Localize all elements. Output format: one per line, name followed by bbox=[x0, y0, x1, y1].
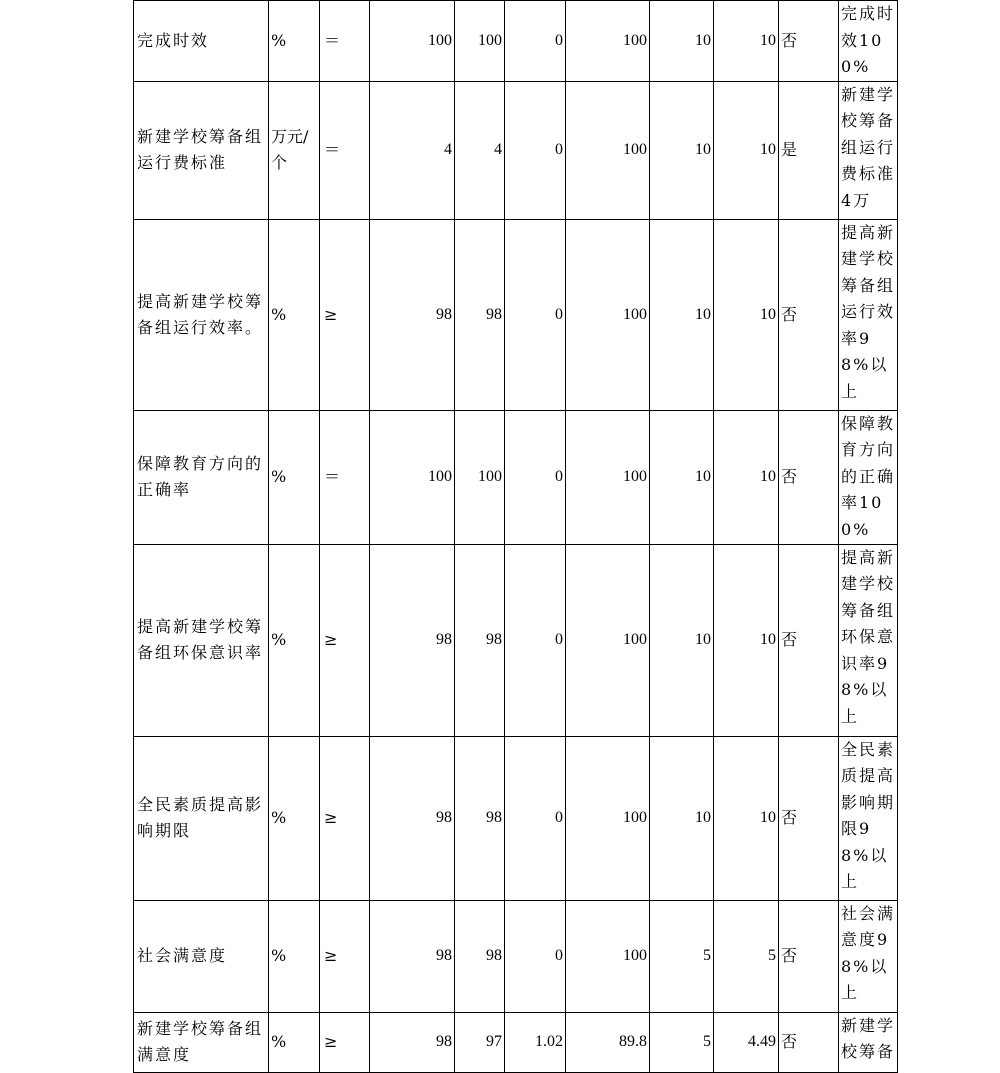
actual-value-cell: 4 bbox=[455, 81, 505, 219]
actual-value-cell: 97 bbox=[455, 1012, 505, 1072]
score-cell: 10 bbox=[714, 544, 779, 736]
deviation-cell: 0 bbox=[505, 410, 566, 544]
weight-cell: 10 bbox=[650, 81, 714, 219]
unit-cell: 万元/个 bbox=[269, 81, 320, 219]
target-value-cell: 98 bbox=[370, 1012, 455, 1072]
operator-cell: ≥ bbox=[320, 900, 370, 1012]
deviation-cell: 0 bbox=[505, 219, 566, 410]
remark-cell: 全民素质提高影响期限98%以上 bbox=[839, 736, 898, 900]
indicator-cell: 保障教育方向的正确率 bbox=[134, 410, 269, 544]
unit-cell: % bbox=[269, 219, 320, 410]
weight-cell: 10 bbox=[650, 410, 714, 544]
core-indicator-flag-cell: 否 bbox=[779, 900, 839, 1012]
unit-cell: % bbox=[269, 1, 320, 82]
score-cell: 10 bbox=[714, 1, 779, 82]
deviation-cell: 1.02 bbox=[505, 1012, 566, 1072]
weight-cell: 10 bbox=[650, 736, 714, 900]
completion-rate-cell: 100 bbox=[566, 544, 650, 736]
target-value-cell: 100 bbox=[370, 1, 455, 82]
target-value-cell: 100 bbox=[370, 410, 455, 544]
remark-cell: 保障教育方向的正确率100% bbox=[839, 410, 898, 544]
core-indicator-flag-cell: 否 bbox=[779, 544, 839, 736]
target-value-cell: 98 bbox=[370, 544, 455, 736]
unit-cell: % bbox=[269, 900, 320, 1012]
actual-value-cell: 98 bbox=[455, 900, 505, 1012]
completion-rate-cell: 89.8 bbox=[566, 1012, 650, 1072]
target-value-cell: 98 bbox=[370, 219, 455, 410]
deviation-cell: 0 bbox=[505, 1, 566, 82]
remark-cell: 完成时效100% bbox=[839, 1, 898, 82]
deviation-cell: 0 bbox=[505, 81, 566, 219]
actual-value-cell: 100 bbox=[455, 1, 505, 82]
table-row bbox=[134, 1, 898, 82]
completion-rate-cell: 100 bbox=[566, 900, 650, 1012]
actual-value-cell: 100 bbox=[455, 410, 505, 544]
actual-value-cell: 98 bbox=[455, 736, 505, 900]
indicator-cell: 社会满意度 bbox=[134, 900, 269, 1012]
remark-cell: 新建学校筹备组运行费标准4万 bbox=[839, 81, 898, 219]
target-value-cell: 98 bbox=[370, 900, 455, 1012]
target-value-cell: 4 bbox=[370, 81, 455, 219]
indicator-cell: 全民素质提高影响期限 bbox=[134, 736, 269, 900]
core-indicator-flag-cell: 是 bbox=[779, 81, 839, 219]
score-cell: 4.49 bbox=[714, 1012, 779, 1072]
performance-table bbox=[133, 0, 898, 1073]
indicator-cell: 新建学校筹备组运行费标准 bbox=[134, 81, 269, 219]
operator-cell: ≥ bbox=[320, 736, 370, 900]
unit-cell: % bbox=[269, 1012, 320, 1072]
operator-cell: ≥ bbox=[320, 544, 370, 736]
table-row bbox=[134, 900, 898, 1012]
score-cell: 10 bbox=[714, 81, 779, 219]
operator-cell: ≥ bbox=[320, 1012, 370, 1072]
core-indicator-flag-cell: 否 bbox=[779, 1, 839, 82]
score-cell: 10 bbox=[714, 410, 779, 544]
actual-value-cell: 98 bbox=[455, 219, 505, 410]
core-indicator-flag-cell: 否 bbox=[779, 736, 839, 900]
table-row bbox=[134, 410, 898, 544]
weight-cell: 5 bbox=[650, 1012, 714, 1072]
score-cell: 10 bbox=[714, 736, 779, 900]
operator-cell: ≥ bbox=[320, 219, 370, 410]
operator-cell: ＝ bbox=[320, 1, 370, 82]
target-value-cell: 98 bbox=[370, 736, 455, 900]
completion-rate-cell: 100 bbox=[566, 736, 650, 900]
remark-cell: 新建学校筹备 bbox=[839, 1012, 898, 1072]
actual-value-cell: 98 bbox=[455, 544, 505, 736]
weight-cell: 10 bbox=[650, 544, 714, 736]
deviation-cell: 0 bbox=[505, 544, 566, 736]
indicator-cell: 新建学校筹备组满意度 bbox=[134, 1012, 269, 1072]
table-row bbox=[134, 736, 898, 900]
remark-cell: 提高新建学校筹备组环保意识率98%以上 bbox=[839, 544, 898, 736]
unit-cell: % bbox=[269, 736, 320, 900]
remark-cell: 提高新建学校筹备组运行效率98%以上 bbox=[839, 219, 898, 410]
table-row bbox=[134, 81, 898, 219]
remark-cell: 社会满意度98%以上 bbox=[839, 900, 898, 1012]
table-row bbox=[134, 544, 898, 736]
operator-cell: ＝ bbox=[320, 410, 370, 544]
table-row bbox=[134, 219, 898, 410]
indicator-cell: 完成时效 bbox=[134, 1, 269, 82]
completion-rate-cell: 100 bbox=[566, 81, 650, 219]
indicator-cell: 提高新建学校筹备组运行效率。 bbox=[134, 219, 269, 410]
completion-rate-cell: 100 bbox=[566, 219, 650, 410]
weight-cell: 10 bbox=[650, 1, 714, 82]
indicator-cell: 提高新建学校筹备组环保意识率 bbox=[134, 544, 269, 736]
unit-cell: % bbox=[269, 544, 320, 736]
core-indicator-flag-cell: 否 bbox=[779, 219, 839, 410]
weight-cell: 10 bbox=[650, 219, 714, 410]
completion-rate-cell: 100 bbox=[566, 1, 650, 82]
operator-cell: ＝ bbox=[320, 81, 370, 219]
deviation-cell: 0 bbox=[505, 900, 566, 1012]
unit-cell: % bbox=[269, 410, 320, 544]
core-indicator-flag-cell: 否 bbox=[779, 1012, 839, 1072]
score-cell: 5 bbox=[714, 900, 779, 1012]
core-indicator-flag-cell: 否 bbox=[779, 410, 839, 544]
completion-rate-cell: 100 bbox=[566, 410, 650, 544]
score-cell: 10 bbox=[714, 219, 779, 410]
table-row bbox=[134, 1012, 898, 1072]
deviation-cell: 0 bbox=[505, 736, 566, 900]
weight-cell: 5 bbox=[650, 900, 714, 1012]
